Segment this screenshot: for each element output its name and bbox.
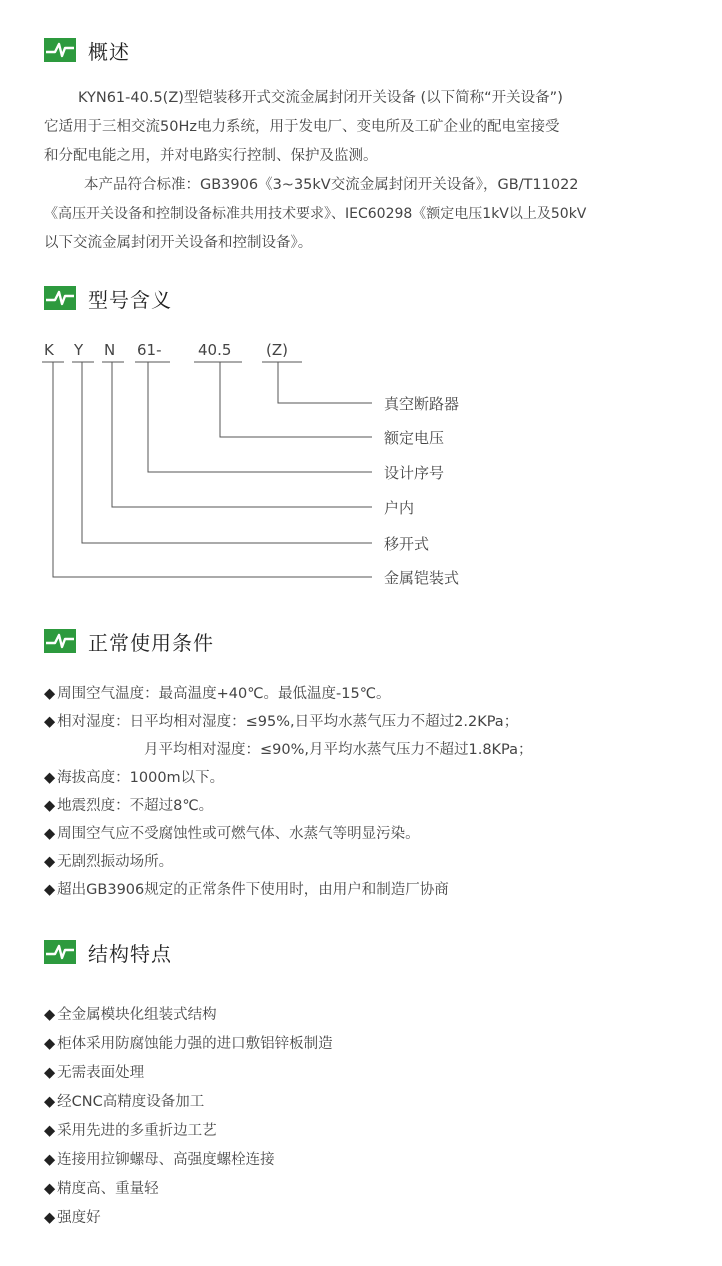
diamond-bullet-icon: ◆ (44, 714, 56, 730)
model-code-y: Y (74, 341, 84, 359)
diamond-bullet-icon: ◆ (44, 1152, 56, 1168)
diamond-bullet-icon: ◆ (44, 686, 56, 702)
condition-item: ◆ 无剧烈振动场所。 (44, 854, 174, 870)
section-logo-icon (44, 286, 76, 310)
overview-paragraph (44, 84, 684, 258)
feature-item: ◆ 精度高、重量轻 (44, 1181, 159, 1197)
feature-item: ◆ 强度好 (44, 1210, 101, 1226)
diamond-bullet-icon: ◆ (44, 882, 56, 898)
overview-line: 本产品符合标准：GB3906《3~35kV交流金属封闭开关设备》，GB/T11022 (84, 177, 579, 193)
diamond-bullet-icon: ◆ (44, 1210, 56, 1226)
diamond-bullet-icon: ◆ (44, 1094, 56, 1110)
diamond-bullet-icon: ◆ (44, 854, 56, 870)
model-meaning-indoor: 户内 (384, 499, 415, 517)
model-meaning-withdrawable: 移开式 (384, 535, 430, 553)
diamond-bullet-icon: ◆ (44, 1036, 56, 1052)
condition-item: ◆ 周围空气应不受腐蚀性或可燃气体、水蒸气等明显污染。 (44, 826, 420, 842)
section-header-model (44, 284, 172, 312)
connector-rated-voltage (220, 362, 372, 437)
section-title: 正常使用条件 (88, 630, 214, 655)
diamond-bullet-icon: ◆ (44, 1123, 56, 1139)
connector-indoor (112, 362, 372, 507)
section-logo-icon (44, 38, 76, 62)
section-header-overview (44, 36, 130, 64)
condition-item: ◆ 周围空气温度：最高温度+40℃。最低温度-15℃。 (44, 686, 391, 702)
connector-vacuum-breaker (278, 362, 372, 403)
overview-line: KYN61-40.5(Z)型铠装移开式交流金属封闭开关设备 (以下简称“开关设备”) (78, 90, 563, 106)
connector-design-serial (148, 362, 372, 472)
section-logo-icon (44, 940, 76, 964)
feature-item: ◆ 经CNC高精度设备加工 (44, 1094, 205, 1110)
model-meaning-vacuum-breaker: 真空断路器 (384, 395, 460, 413)
section-title: 概述 (88, 39, 130, 64)
section-logo-icon (44, 629, 76, 653)
overview-line: 和分配电能之用，并对电路实行控制、保护及监测。 (44, 148, 378, 164)
diamond-bullet-icon: ◆ (44, 826, 56, 842)
diamond-bullet-icon: ◆ (44, 1181, 56, 1197)
model-code-k: K (44, 341, 54, 359)
connector-withdrawable (82, 362, 372, 543)
overview-line: 《高压开关设备和控制设备标准共用技术要求》、IEC60298《额定电压1kV以上及50kV (44, 206, 587, 222)
model-code-diagram (0, 330, 722, 600)
condition-item: ◆ 超出GB3906规定的正常条件下使用时，由用户和制造厂协商 (44, 882, 449, 898)
model-code-40-5: 40.5 (198, 341, 232, 359)
model-code-z: (Z) (266, 341, 288, 359)
model-meaning-metal-clad: 金属铠装式 (384, 569, 460, 587)
model-code-61: 61- (137, 341, 162, 359)
diamond-bullet-icon: ◆ (44, 770, 56, 786)
model-meaning-design-serial: 设计序号 (384, 464, 445, 482)
section-title: 型号含义 (88, 287, 172, 312)
feature-item: ◆ 连接用拉铆螺母、高强度螺栓连接 (44, 1152, 275, 1168)
model-code-n: N (104, 341, 116, 359)
diamond-bullet-icon: ◆ (44, 798, 56, 814)
condition-item: ◆ 相对湿度：日平均相对湿度：≤95%,日平均水蒸气压力不超过2.2KPa； (44, 714, 519, 730)
overview-line: 以下交流金属封闭开关设备和控制设备》。 (44, 235, 313, 251)
section-header-conditions (44, 627, 214, 655)
condition-item: ◆ 海拔高度：1000m以下。 (44, 770, 225, 786)
section-title: 结构特点 (88, 941, 172, 966)
feature-item: ◆ 无需表面处理 (44, 1065, 145, 1081)
connector-metal-clad (53, 362, 372, 577)
condition-humidity-monthly: 月平均相对湿度：≤90%,月平均水蒸气压力不超过1.8KPa； (144, 742, 533, 758)
section-header-features (44, 938, 172, 966)
feature-item: ◆ 柜体采用防腐蚀能力强的进口敷铝锌板制造 (44, 1036, 333, 1052)
diamond-bullet-icon: ◆ (44, 1007, 56, 1023)
feature-item: ◆ 采用先进的多重折边工艺 (44, 1123, 217, 1139)
model-meaning-rated-voltage: 额定电压 (384, 429, 445, 447)
diamond-bullet-icon: ◆ (44, 1065, 56, 1081)
overview-line: 它适用于三相交流50Hz电力系统，用于发电厂、变电所及工矿企业的配电室接受 (44, 119, 560, 135)
feature-item: ◆ 全金属模块化组装式结构 (44, 1007, 217, 1023)
condition-item: ◆ 地震烈度：不超过8℃。 (44, 798, 214, 814)
